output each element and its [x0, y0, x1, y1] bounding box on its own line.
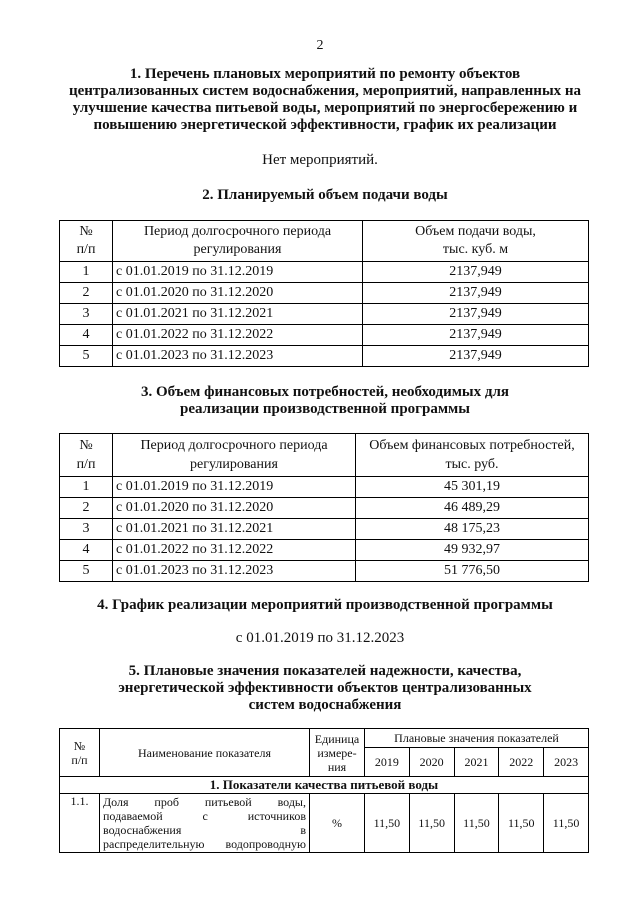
- header-num: [60, 434, 113, 477]
- financial-needs-table: [59, 433, 589, 582]
- page-number: 2: [316, 38, 324, 53]
- row-value: 2137,949: [363, 304, 589, 325]
- table-row: [60, 304, 589, 325]
- table-row: [60, 794, 589, 853]
- table-row: [60, 477, 589, 498]
- row-indicator-name: [100, 794, 310, 853]
- row-period: с 01.01.2020 по 31.12.2020: [113, 498, 356, 519]
- indicator-line: водоснабжения в: [103, 823, 306, 837]
- row-value: 49 932,97: [356, 540, 589, 561]
- section5-title-line: энергетической эффективности объектов централизованных: [118, 680, 532, 696]
- section1-text: Нет мероприятий.: [262, 152, 378, 168]
- row-value: 11,50: [365, 794, 410, 853]
- table-row: [60, 283, 589, 304]
- header-num: [60, 221, 113, 262]
- section4-title: 4. График реализации мероприятий производственной программы: [97, 597, 553, 613]
- row-num: 1: [60, 477, 113, 498]
- row-num: 2: [60, 498, 113, 519]
- row-period: с 01.01.2023 по 31.12.2023: [113, 561, 356, 582]
- table-row: [60, 519, 589, 540]
- row-num: 4: [60, 325, 113, 346]
- row-value: 51 776,50: [356, 561, 589, 582]
- table-row: [60, 540, 589, 561]
- header-value-line: Объем финансовых потребностей,: [369, 438, 575, 453]
- section3-title-line: 3. Объем финансовых потребностей, необходимых для: [140, 384, 510, 400]
- indicators-table: [59, 728, 589, 853]
- row-value: 2137,949: [363, 262, 589, 283]
- header-period-line: Период долгосрочного периода: [143, 224, 332, 239]
- header-value: [356, 434, 589, 477]
- row-value: 48 175,23: [356, 519, 589, 540]
- section3-title-line: реализации производственной программы: [180, 401, 470, 417]
- section5-title: [60, 663, 590, 714]
- header-year: 2022: [499, 748, 544, 777]
- row-num: 1.1.: [60, 794, 100, 853]
- row-period: с 01.01.2022 по 31.12.2022: [113, 540, 356, 561]
- section4-text: с 01.01.2019 по 31.12.2023: [235, 630, 405, 646]
- header-period-line: Период долгосрочного периода: [140, 438, 328, 453]
- row-period: с 01.01.2021 по 31.12.2021: [113, 304, 363, 325]
- header-indicator-name: Наименование показателя: [100, 729, 310, 777]
- table-row: [60, 561, 589, 582]
- header-num-line: №: [79, 224, 93, 239]
- header-value-line: тыс. куб. м: [442, 242, 509, 257]
- section1-title-line: улучшение качества питьевой воды, мероприятий по энергосбережению и: [72, 100, 578, 116]
- header-unit-line: ния: [327, 759, 347, 774]
- header-num-line: №: [79, 438, 93, 453]
- row-period: с 01.01.2021 по 31.12.2021: [113, 519, 356, 540]
- row-value: 11,50: [454, 794, 499, 853]
- table-row: [60, 262, 589, 283]
- header-year: 2023: [544, 748, 589, 777]
- header-period: [113, 221, 363, 262]
- row-num: 4: [60, 540, 113, 561]
- header-num: [60, 729, 100, 777]
- water-supply-table: [59, 220, 589, 367]
- header-period-line: регулирования: [190, 457, 278, 472]
- header-num-line: п/п: [71, 752, 88, 767]
- table-header-row: [60, 221, 589, 262]
- header-num-line: №: [73, 738, 86, 753]
- row-num: 5: [60, 561, 113, 582]
- indicator-line: Доля проб питьевой воды,: [103, 795, 306, 809]
- header-num-line: п/п: [76, 242, 96, 257]
- group-row: [60, 777, 589, 794]
- header-value: [363, 221, 589, 262]
- indicator-line: распределительную водопроводную: [103, 837, 306, 851]
- row-value: 2137,949: [363, 325, 589, 346]
- row-num: 3: [60, 304, 113, 325]
- table-row: [60, 325, 589, 346]
- row-num: 3: [60, 519, 113, 540]
- section3-title: [60, 384, 590, 418]
- section5-title-line: систем водоснабжения: [248, 697, 402, 713]
- table-header-row: [60, 729, 589, 748]
- row-value: 11,50: [499, 794, 544, 853]
- row-num: 1: [60, 262, 113, 283]
- row-period: с 01.01.2020 по 31.12.2020: [113, 283, 363, 304]
- header-period: [113, 434, 356, 477]
- group-title: 1. Показатели качества питьевой воды: [60, 777, 589, 794]
- indicator-line: подаваемой с источников: [103, 809, 306, 823]
- header-unit-line: измере-: [317, 745, 357, 760]
- header-unit: [310, 729, 365, 777]
- table-row: [60, 346, 589, 367]
- header-planned-values: Плановые значения показателей: [365, 729, 589, 748]
- row-period: с 01.01.2019 по 31.12.2019: [113, 262, 363, 283]
- row-value: 2137,949: [363, 283, 589, 304]
- section1-title-line: централизованных систем водоснабжения, мероприятий, направленных на: [68, 83, 582, 99]
- header-value-line: тыс. руб.: [445, 457, 499, 472]
- row-value: 46 489,29: [356, 498, 589, 519]
- section2-title: 2. Планируемый объем подачи воды: [202, 187, 448, 203]
- row-period: с 01.01.2022 по 31.12.2022: [113, 325, 363, 346]
- table-row: [60, 498, 589, 519]
- row-value: 11,50: [409, 794, 454, 853]
- header-value-line: Объем подачи воды,: [415, 224, 536, 239]
- row-period: с 01.01.2023 по 31.12.2023: [113, 346, 363, 367]
- section5-title-line: 5. Плановые значения показателей надежности, качества,: [128, 663, 522, 679]
- row-num: 5: [60, 346, 113, 367]
- row-value: 2137,949: [363, 346, 589, 367]
- row-unit: %: [310, 794, 365, 853]
- header-unit-line: Единица: [314, 731, 360, 746]
- header-year: 2021: [454, 748, 499, 777]
- row-value: 45 301,19: [356, 477, 589, 498]
- section1-title: [60, 66, 590, 134]
- table-header-row: [60, 434, 589, 477]
- row-value: 11,50: [544, 794, 589, 853]
- row-num: 2: [60, 283, 113, 304]
- section1-title-line: 1. Перечень плановых мероприятий по ремонту объектов: [129, 66, 521, 82]
- header-year: 2020: [409, 748, 454, 777]
- section1-title-line: повышению энергетической эффективности, график их реализации: [93, 117, 557, 133]
- header-num-line: п/п: [76, 457, 96, 472]
- header-year: 2019: [365, 748, 410, 777]
- header-period-line: регулирования: [193, 242, 282, 257]
- row-period: с 01.01.2019 по 31.12.2019: [113, 477, 356, 498]
